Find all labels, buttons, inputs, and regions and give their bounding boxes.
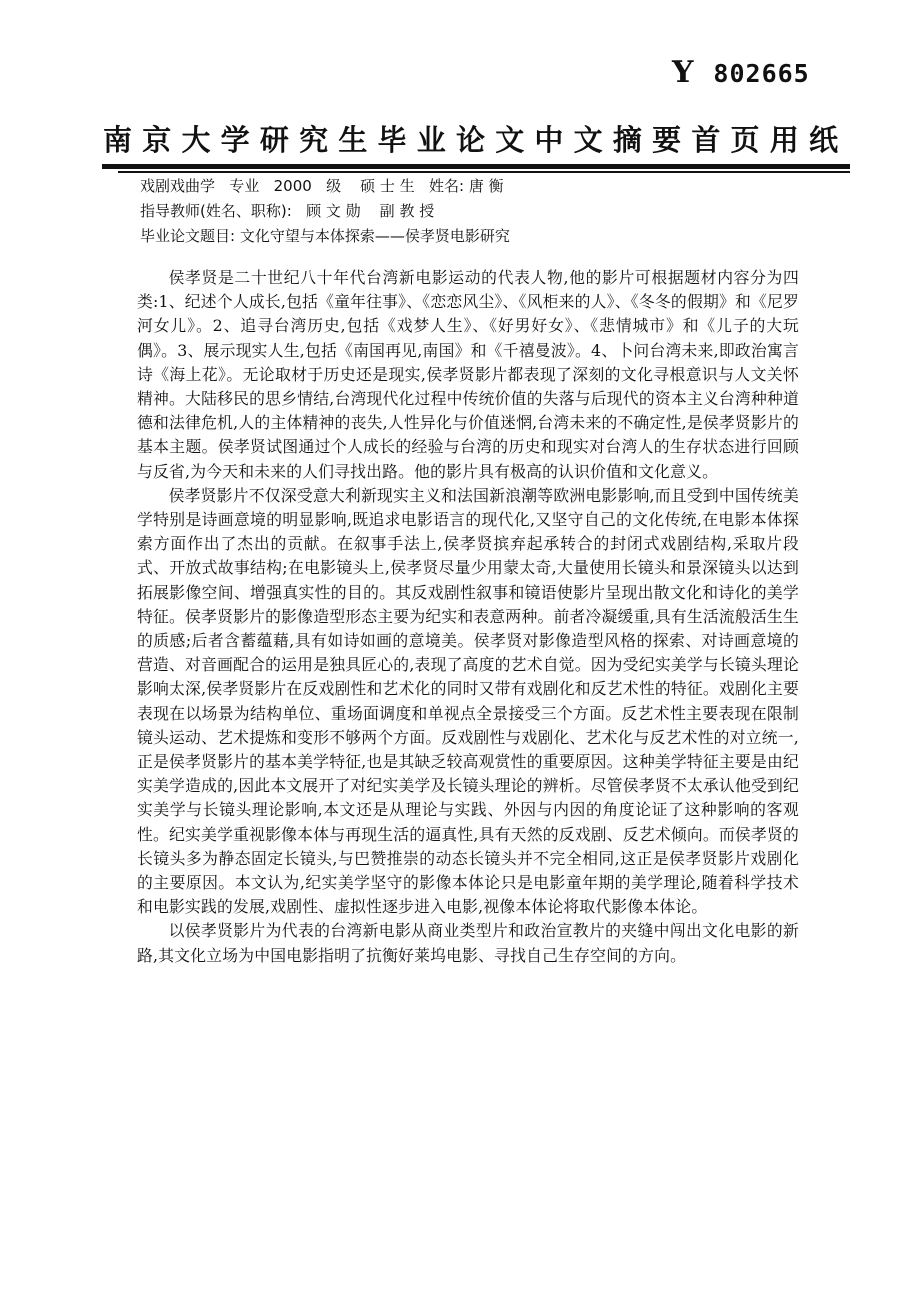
- abstract-paragraph-1: 侯孝贤是二十世纪八十年代台湾新电影运动的代表人物,他的影片可根据题材内容分为四类:1、纪述个人成长,包括《童年往事》、《恋恋风尘》、《风柜来的人》、《冬冬的假期》和《尼罗河女儿》。2、追寻台湾历史,包括《戏梦人生》、《好男好女》、《悲情城市》和《儿子的大玩偶》。3、展示现实人生,包括《南国再见,南国》和《千禧曼波》。4、卜问台湾未来,即政治寓言诗《海上花》。无论取材于历史还是现实,侯孝贤影片都表现了深刻的文化寻根意识与人文关怀精神。大陆移民的思乡情结,台湾现代化过程中传统价值的失落与后现代的资本主义台湾种种道德和法律危机,人的主体精神的丧失,人性异化与价值迷惘,台湾未来的不确定性,是侯孝贤影片的基本主题。侯孝贤试图通过个人成长的经验与台湾的历史和现实对台湾人的生存状态进行回顾与反省,为今天和未来的人们寻找出路。他的影片具有极高的认识价值和文化意义。: [137, 268, 799, 481]
- title-rule-thin: [118, 171, 850, 173]
- title-rule-thick: [102, 164, 850, 169]
- abstract-paragraph-2: 侯孝贤影片不仅深受意大利新现实主义和法国新浪潮等欧洲电影影响,而且受到中国传统美学特别是诗画意境的明显影响,既追求电影语言的现代化,又坚守自己的文化传统,在电影本体探索方面作出了杰出的贡献。在叙事手法上,侯孝贤摈弃起承转合的封闭式戏剧结构,采取片段式、开放式故事结构;在电影镜头上,侯孝贤尽量少用蒙太奇,大量使用长镜头和景深镜头以达到拓展影像空间、增强真实性的目的。其反戏剧性叙事和镜语使影片呈现出散文化和诗化的美学特征。侯孝贤影片的影像造型形态主要为纪实和表意两种。前者冷凝缓重,具有生活流般活生生的质感;后者含蓄蕴藉,具有如诗如画的意境美。侯孝贤对影像造型风格的探索、对诗画意境的营造、对音画配合的运用是独具匠心的,表现了高度的艺术自觉。因为受纪实美学与长镜头理论影响太深,侯孝贤影片在反戏剧性和艺术化的同时又带有戏剧化和反艺术性的特征。戏剧化主要表现在以场景为结构单位、重场面调度和单视点全景接受三个方面。反艺术性主要表现在限制镜头运动、艺术提炼和变形不够两个方面。反戏剧性与戏剧化、艺术化与反艺术性的对立统一,正是侯孝贤影片的基本美学特征,也是其缺乏较高观赏性的重要原因。这种美学特征主要是由纪实美学造成的,因此本文展开了对纪实美学及长镜头理论的辨析。尽管侯孝贤不太承认他受到纪实美学与长镜头理论影响,本文还是从理论与实践、外因与内因的角度论证了这种影响的客观性。纪实美学重视影像本体与再现生活的逼真性,具有天然的反戏剧、反艺术倾向。而侯孝贤的长镜头多为静态固定长镜头,与巴赞推崇的动态长镜头并不完全相同,这正是侯孝贤影片戏剧化的主要原因。本文认为,纪实美学坚守的影像本体论只是电影童年期的美学理论,随着科学技术和电影实践的发展,戏剧性、虚拟性逐步进入电影,视像本体论将取代影像本体论。: [137, 485, 799, 917]
- page-title: 南京大学研究生毕业论文中文摘要首页用纸: [103, 123, 838, 157]
- meta-thesis-title-line: 毕业论文题目: 文化守望与本体探索——侯孝贤电影研究: [140, 227, 510, 245]
- code-mark: Y: [672, 55, 694, 90]
- abstract-body: [137, 266, 799, 968]
- meta-major-line: 戏剧戏曲学 专业 2000 级 硕 士 生 姓名: 唐 衡: [140, 177, 504, 195]
- document-code: [672, 55, 810, 90]
- abstract-paragraph-3: 以侯孝贤影片为代表的台湾新电影从商业类型片和政治宣教片的夹缝中闯出文化电影的新路,其文化立场为中国电影指明了抗衡好莱坞电影、寻找自己生存空间的方向。: [137, 921, 799, 965]
- code-number: 802665: [713, 58, 810, 88]
- meta-advisor-line: 指导教师(姓名、职称): 顾 文 勋 副 教 授: [140, 202, 435, 220]
